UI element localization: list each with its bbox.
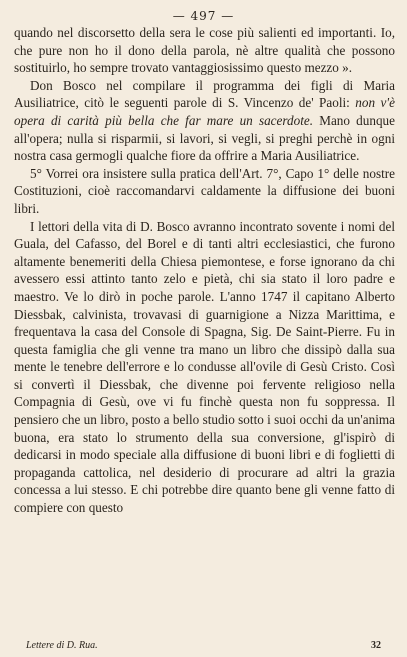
paragraph-1: quando nel discorsetto della sera le cose più salienti ed importanti. Io, che pure non ho il dono della parola, nè altre qualità che possono sostituirlo, ho sempre trovato vantaggiosissimo questo mezzo ». xyxy=(14,25,395,76)
paragraph-4: I lettori della vita di D. Bosco avranno incontrato sovente i nomi del Guala, del Cafasso, del Borel e di tanti altri ecclesiastici, che furono altamente benemeriti della Chiesa piemontese, e forse ignorano da chi avessero essi attinto tanto zelo e pietà, chi sia stato il loro padre e maestro. Ve lo dirò in poche parole. L'anno 1747 il capitano Alberto Diessbak, calvinista, trovavasi di guarnigione a Nizza Marittima, e frequentava la casa del Console di Spagna, Sig. De Saint-Pierre. Fu in questa famiglia che gli venne tra mano un libro che dissipò dalla sua mente le tenebre dell'errore e lo condusse all'ovile di Gesù Cristo. Così si convertì il Diessbak, che divenne poi fervente religioso nella Compagnia di Gesù, ove vi fu finchè questa non fu soppressa. Il pensiero che un libro, posto a bello studio sotto i suoi occhi da un'anima buona, era stato lo strumento della sua conversione, gl'ispirò di dedicarsi in modo speciale alla diffusione di buoni libri e di foglietti di propaganda cattolica, nel desiderio di procurare ad altri la grazia concessa a lui stesso. E chi potrebbe dire quanto bene gli venne fatto di compiere con questo xyxy=(14,218,395,516)
paragraph-2 xyxy=(14,77,395,165)
paragraph-2-after: Mano dunque all'opera; nulla si risparmii, si lavori, si vegli, si preghi perchè in ogni nostra casa germogli qualche fiore da offrire a Maria Ausiliatrice. xyxy=(14,112,396,164)
paragraph-2-quote: non v'è opera di carità più bella che far mare un sacerdote. xyxy=(14,95,395,128)
paragraph-2-before: Don Bosco nel compilare il programma dei figli di Maria Ausiliatrice, citò le seguenti parole di S. Vincenzo de' Paoli: xyxy=(14,77,395,111)
footer-title: Lettere di D. Rua. xyxy=(26,640,98,651)
page-body xyxy=(14,24,395,517)
paragraph-3: 5° Vorrei ora insistere sulla pratica dell'Art. 7°, Capo 1° delle nostre Costituzioni, cioè raccomandarvi caldamente la diffusione dei buoni libri. xyxy=(14,165,395,216)
page-footer xyxy=(26,640,381,651)
page-number: — 497 — xyxy=(172,9,235,23)
signature-mark: 32 xyxy=(371,640,381,651)
